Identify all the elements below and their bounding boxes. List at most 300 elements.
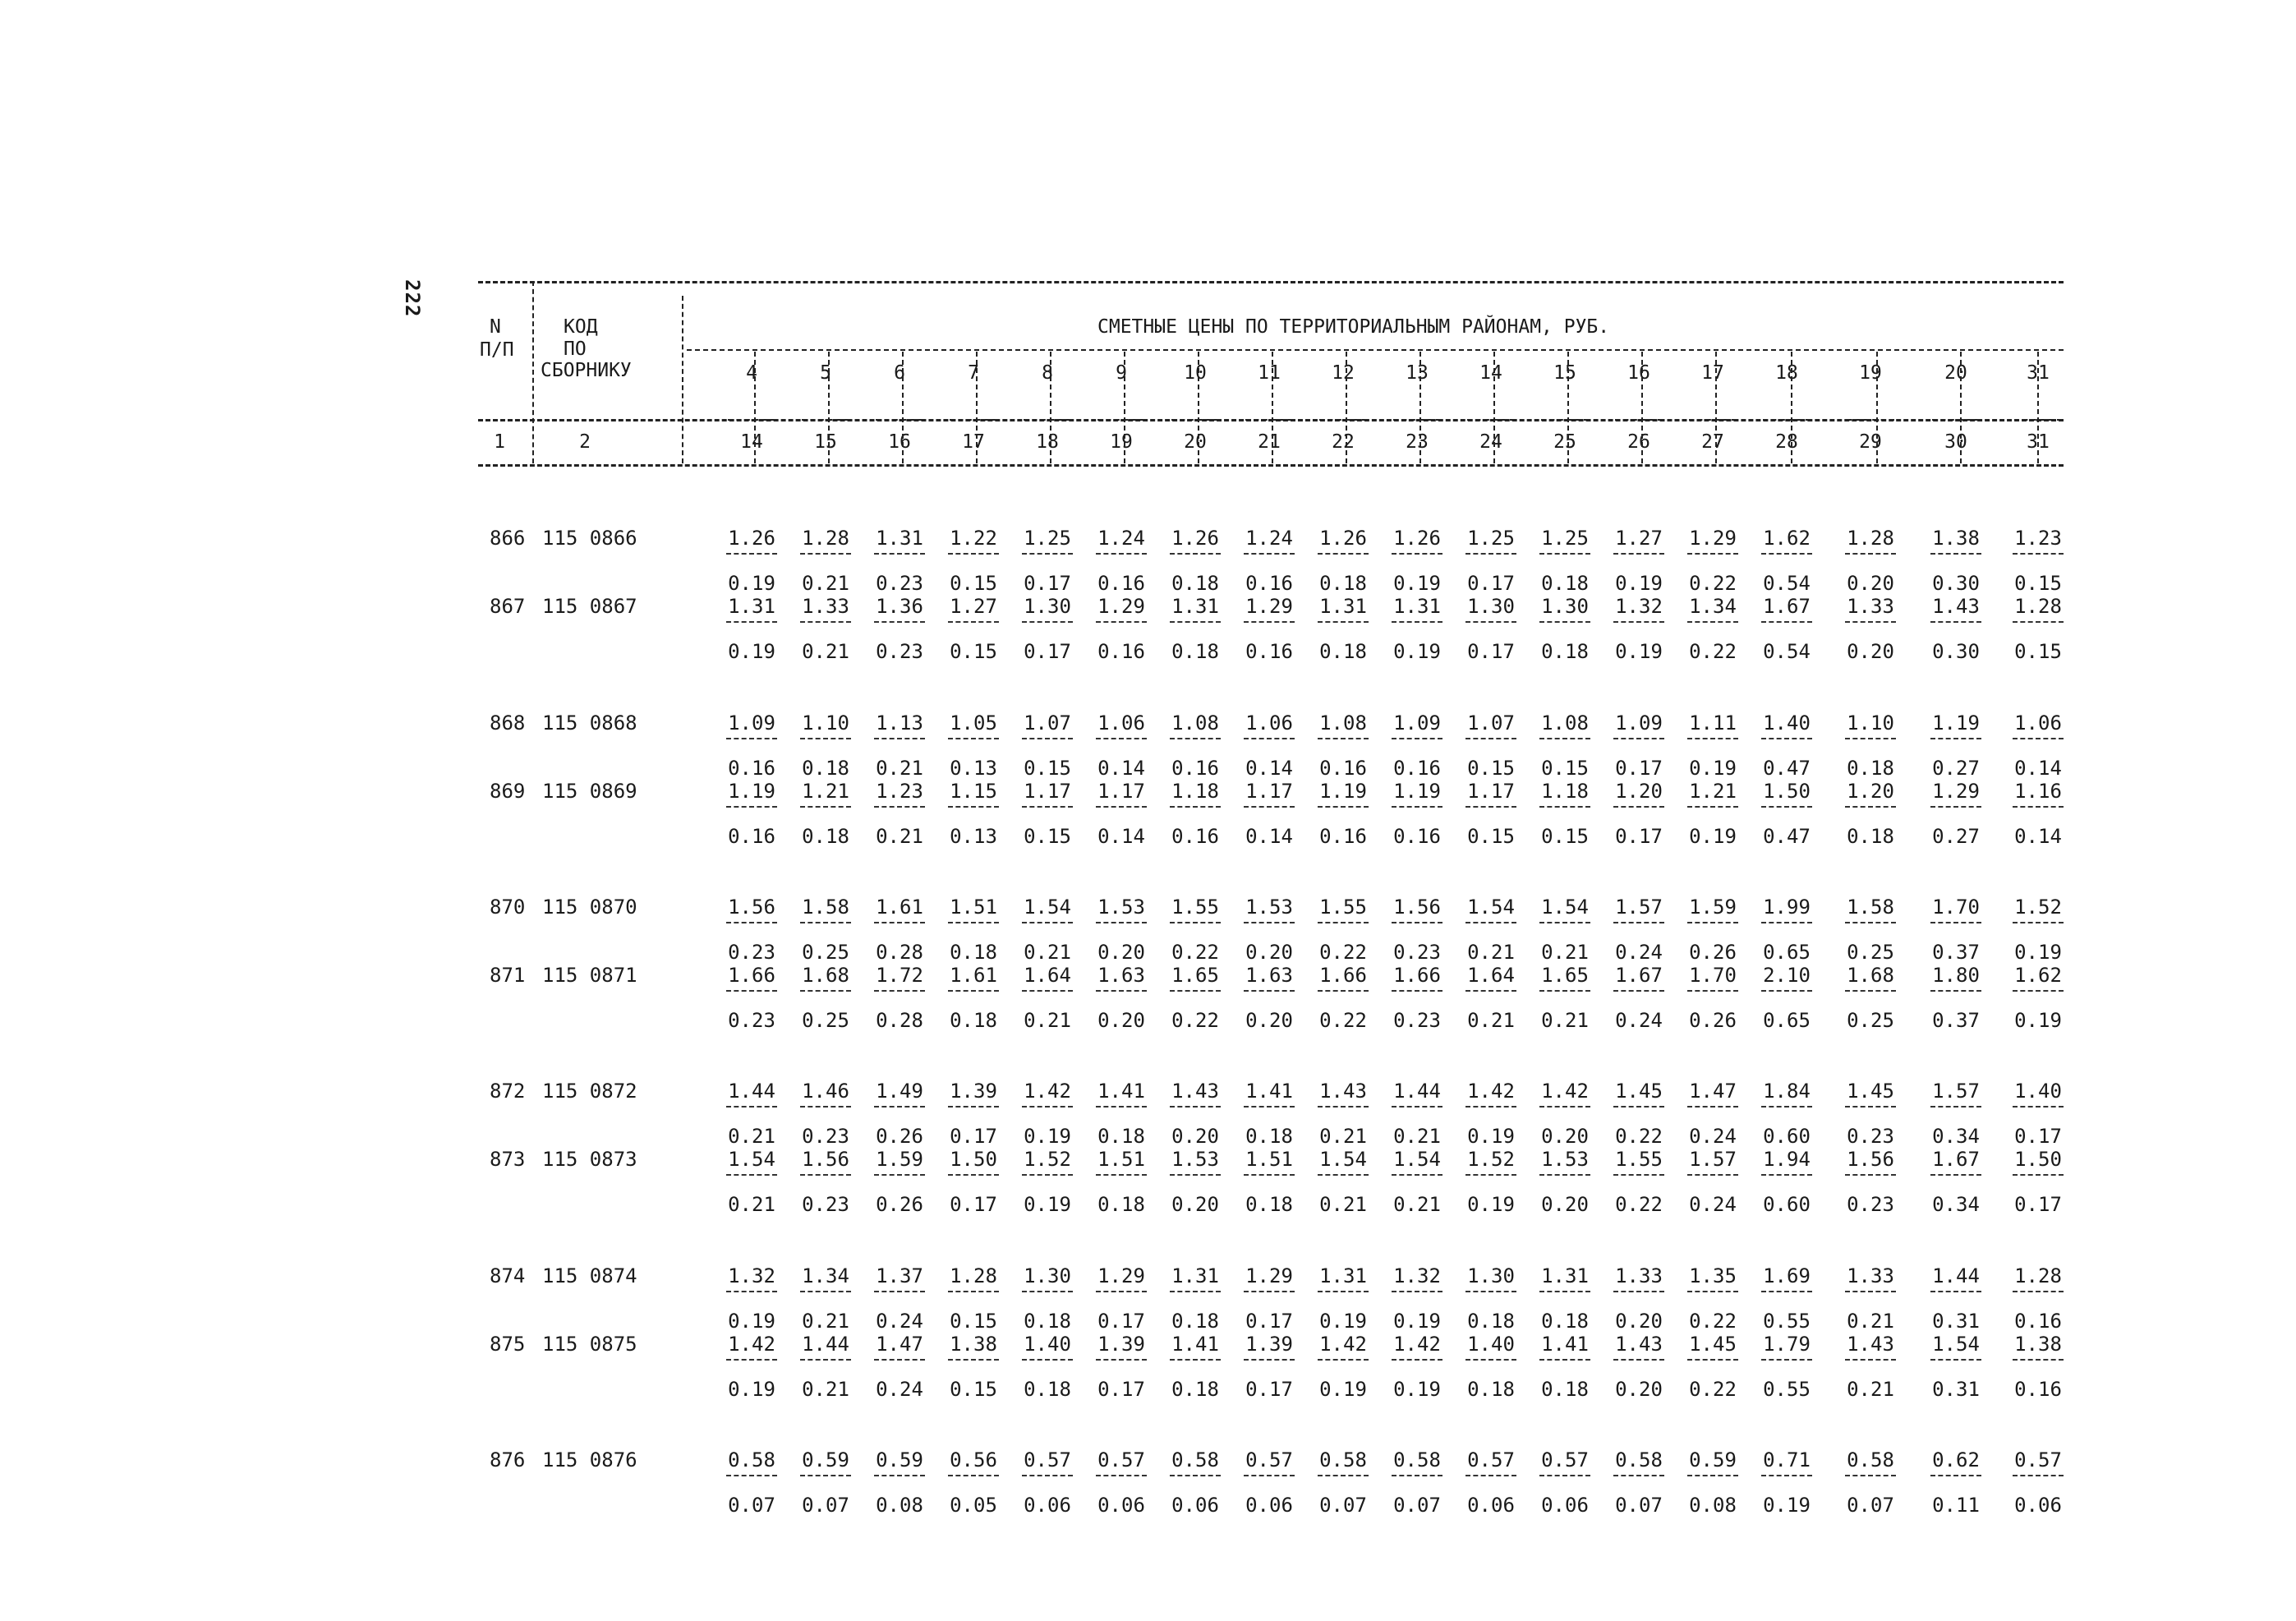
- price-cell: 1.61: [876, 896, 923, 919]
- price-cell: 1.51: [1097, 1148, 1145, 1171]
- fraction-line: [1761, 1291, 1812, 1292]
- fraction-line: [1761, 922, 1812, 923]
- price-cell: 1.39: [1097, 1333, 1145, 1356]
- price-cell: 0.57: [1541, 1448, 1589, 1471]
- fraction-line: [874, 1106, 925, 1108]
- price-cell: 0.37: [1932, 1009, 1980, 1032]
- fraction-line: [1096, 1359, 1147, 1361]
- fraction-line: [800, 1106, 851, 1108]
- fraction-line: [1539, 1106, 1590, 1108]
- fraction-line: [1170, 553, 1221, 555]
- fraction-line: [2013, 1174, 2064, 1176]
- price-cell: 1.94: [1763, 1148, 1811, 1171]
- fraction-line: [726, 553, 777, 555]
- fraction-line: [874, 1291, 925, 1292]
- column-number: 14: [740, 431, 763, 453]
- row-code: 115 0869: [542, 780, 637, 803]
- fraction-line: [1687, 1475, 1738, 1476]
- price-cell: 1.28: [1847, 527, 1894, 550]
- district-underline: [1541, 419, 1589, 421]
- price-cell: 0.15: [2014, 640, 2062, 663]
- column-number: 26: [1627, 431, 1650, 453]
- fraction-line: [800, 922, 851, 923]
- price-cell: 0.17: [1245, 1310, 1293, 1333]
- fraction-line: [1318, 553, 1369, 555]
- fraction-line: [1539, 738, 1590, 739]
- price-cell: 1.54: [1393, 1148, 1441, 1171]
- price-cell: 0.06: [1024, 1494, 1071, 1517]
- fraction-line: [1613, 1475, 1664, 1476]
- fraction-line: [1392, 621, 1442, 623]
- fraction-line: [800, 806, 851, 808]
- header-district-separator: [1050, 352, 1051, 463]
- price-cell: 0.13: [950, 757, 997, 780]
- price-cell: 0.16: [1245, 572, 1293, 595]
- fraction-line: [2013, 621, 2064, 623]
- price-cell: 0.31: [1932, 1310, 1980, 1333]
- fraction-line: [874, 1174, 925, 1176]
- price-cell: 1.17: [1245, 780, 1293, 803]
- price-cell: 1.54: [1467, 896, 1515, 919]
- price-cell: 1.42: [1467, 1080, 1515, 1103]
- price-cell: 1.31: [1319, 595, 1367, 618]
- fraction-line: [1318, 1174, 1369, 1176]
- price-cell: 0.19: [728, 1310, 775, 1333]
- fraction-line: [1096, 1106, 1147, 1108]
- price-cell: 1.65: [1541, 964, 1589, 987]
- price-cell: 1.56: [1393, 896, 1441, 919]
- price-cell: 1.08: [1319, 711, 1367, 735]
- fraction-line: [1687, 1106, 1738, 1108]
- fraction-line: [1392, 990, 1442, 992]
- price-cell: 0.58: [1171, 1448, 1219, 1471]
- price-cell: 0.27: [1932, 825, 1980, 848]
- fraction-line: [2013, 922, 2064, 923]
- price-cell: 1.30: [1024, 595, 1071, 618]
- fraction-line: [1613, 1291, 1664, 1292]
- fraction-line: [1244, 922, 1295, 923]
- fraction-line: [1539, 990, 1590, 992]
- price-cell: 1.51: [1245, 1148, 1293, 1171]
- row-code: 115 0875: [542, 1333, 637, 1356]
- price-cell: 0.16: [1097, 572, 1145, 595]
- price-cell: 0.23: [876, 572, 923, 595]
- price-cell: 1.06: [1245, 711, 1293, 735]
- price-cell: 1.54: [1932, 1333, 1980, 1356]
- column-number: 24: [1479, 431, 1502, 453]
- column-number: 30: [1944, 431, 1967, 453]
- row-code: 115 0868: [542, 711, 637, 735]
- fraction-line: [1845, 1106, 1896, 1108]
- price-cell: 0.18: [1319, 640, 1367, 663]
- price-cell: 1.67: [1615, 964, 1663, 987]
- fraction-line: [948, 1475, 999, 1476]
- fraction-line: [1930, 1106, 1981, 1108]
- price-cell: 0.20: [1615, 1310, 1663, 1333]
- price-cell: 1.31: [1319, 1264, 1367, 1287]
- price-cell: 1.40: [1763, 711, 1811, 735]
- price-cell: 0.57: [1245, 1448, 1293, 1471]
- price-cell: 1.29: [1245, 1264, 1293, 1287]
- price-cell: 1.31: [1171, 595, 1219, 618]
- price-cell: 0.13: [950, 825, 997, 848]
- price-cell: 0.05: [950, 1494, 997, 1517]
- price-cell: 0.18: [1541, 572, 1589, 595]
- fraction-line: [1687, 990, 1738, 992]
- fraction-line: [726, 1291, 777, 1292]
- price-cell: 0.47: [1763, 757, 1811, 780]
- price-cell: 1.25: [1024, 527, 1071, 550]
- fraction-line: [1761, 1359, 1812, 1361]
- price-cell: 1.06: [1097, 711, 1145, 735]
- price-cell: 0.58: [1615, 1448, 1663, 1471]
- price-cell: 0.24: [1689, 1125, 1737, 1148]
- price-cell: 0.07: [1393, 1494, 1441, 1517]
- fraction-line: [726, 1475, 777, 1476]
- price-cell: 0.20: [1171, 1125, 1219, 1148]
- district-underline: [876, 419, 923, 421]
- price-cell: 1.66: [1319, 964, 1367, 987]
- row-code: 115 0870: [542, 896, 637, 919]
- price-cell: 0.06: [1171, 1494, 1219, 1517]
- fraction-line: [1930, 738, 1981, 739]
- price-cell: 1.44: [728, 1080, 775, 1103]
- price-cell: 1.26: [1393, 527, 1441, 550]
- fraction-line: [2013, 1106, 2064, 1108]
- district-number: 5: [820, 362, 831, 384]
- price-cell: 0.18: [1467, 1378, 1515, 1401]
- price-cell: 0.18: [1541, 640, 1589, 663]
- price-cell: 1.42: [1393, 1333, 1441, 1356]
- price-cell: 0.24: [1615, 941, 1663, 964]
- fraction-line: [2013, 738, 2064, 739]
- price-cell: 0.23: [1847, 1125, 1894, 1148]
- district-underline: [1245, 419, 1293, 421]
- price-cell: 1.59: [1689, 896, 1737, 919]
- price-cell: 0.58: [1393, 1448, 1441, 1471]
- header-district-separator: [1124, 352, 1125, 463]
- price-cell: 1.33: [802, 595, 849, 618]
- fraction-line: [1930, 621, 1981, 623]
- price-cell: 1.09: [1615, 711, 1663, 735]
- district-number: 9: [1116, 362, 1127, 384]
- fraction-line: [1613, 922, 1664, 923]
- fraction-line: [1096, 621, 1147, 623]
- price-cell: 0.07: [728, 1494, 775, 1517]
- fraction-line: [1845, 806, 1896, 808]
- price-cell: 1.13: [876, 711, 923, 735]
- price-cell: 0.22: [1171, 941, 1219, 964]
- fraction-line: [1022, 1106, 1073, 1108]
- price-cell: 1.29: [1932, 780, 1980, 803]
- fraction-line: [1761, 1475, 1812, 1476]
- price-cell: 1.17: [1097, 780, 1145, 803]
- row-code: 115 0866: [542, 527, 637, 550]
- price-cell: 1.43: [1615, 1333, 1663, 1356]
- price-cell: 1.09: [1393, 711, 1441, 735]
- price-cell: 0.15: [1541, 757, 1589, 780]
- price-cell: 0.15: [950, 572, 997, 595]
- price-cell: 0.20: [1847, 640, 1894, 663]
- price-cell: 0.16: [1393, 757, 1441, 780]
- price-cell: 1.79: [1763, 1333, 1811, 1356]
- price-cell: 0.14: [1097, 825, 1145, 848]
- fraction-line: [1761, 738, 1812, 739]
- price-cell: 0.47: [1763, 825, 1811, 848]
- district-underline: [1689, 419, 1737, 421]
- price-cell: 0.54: [1763, 640, 1811, 663]
- header-district-separator: [1715, 352, 1717, 463]
- price-cell: 0.20: [1171, 1193, 1219, 1216]
- price-cell: 0.21: [1467, 941, 1515, 964]
- price-cell: 0.06: [1541, 1494, 1589, 1517]
- header-district-separator: [1791, 352, 1792, 463]
- fraction-line: [1170, 738, 1221, 739]
- price-cell: 0.19: [1467, 1193, 1515, 1216]
- price-cell: 1.32: [728, 1264, 775, 1287]
- price-cell: 1.37: [876, 1264, 923, 1287]
- price-cell: 0.31: [1932, 1378, 1980, 1401]
- fraction-line: [1096, 1174, 1147, 1176]
- fraction-line: [1096, 553, 1147, 555]
- fraction-line: [1539, 922, 1590, 923]
- price-cell: 0.28: [876, 1009, 923, 1032]
- price-cell: 0.57: [2014, 1448, 2062, 1471]
- price-cell: 0.16: [1097, 640, 1145, 663]
- header-district-separator: [1272, 352, 1273, 463]
- price-cell: 0.18: [1467, 1310, 1515, 1333]
- price-cell: 0.24: [1689, 1193, 1737, 1216]
- column-number: 18: [1036, 431, 1059, 453]
- header-col1-line2: П/П: [480, 339, 514, 361]
- price-cell: 1.55: [1615, 1148, 1663, 1171]
- fraction-line: [1465, 1475, 1516, 1476]
- price-cell: 1.26: [1319, 527, 1367, 550]
- price-cell: 1.62: [1763, 527, 1811, 550]
- column-number: 16: [888, 431, 911, 453]
- price-cell: 1.38: [950, 1333, 997, 1356]
- price-cell: 0.11: [1932, 1494, 1980, 1517]
- price-cell: 1.52: [2014, 896, 2062, 919]
- price-cell: 1.07: [1467, 711, 1515, 735]
- price-cell: 0.16: [728, 757, 775, 780]
- price-cell: 0.06: [1245, 1494, 1293, 1517]
- fraction-line: [1930, 1174, 1981, 1176]
- price-cell: 1.66: [728, 964, 775, 987]
- price-cell: 0.34: [1932, 1125, 1980, 1148]
- district-number: 12: [1332, 362, 1355, 384]
- price-cell: 0.21: [1847, 1378, 1894, 1401]
- fraction-line: [1170, 621, 1221, 623]
- price-cell: 0.20: [1541, 1193, 1589, 1216]
- price-cell: 1.19: [1319, 780, 1367, 803]
- fraction-line: [1761, 806, 1812, 808]
- fraction-line: [726, 806, 777, 808]
- fraction-line: [1465, 922, 1516, 923]
- price-cell: 0.21: [876, 825, 923, 848]
- price-cell: 1.62: [2014, 964, 2062, 987]
- price-cell: 0.22: [1689, 1378, 1737, 1401]
- price-cell: 1.29: [1097, 595, 1145, 618]
- price-cell: 0.17: [1467, 640, 1515, 663]
- fraction-line: [1244, 1106, 1295, 1108]
- price-cell: 0.23: [728, 1009, 775, 1032]
- price-cell: 0.14: [2014, 825, 2062, 848]
- header-district-separator: [1567, 352, 1569, 463]
- price-cell: 0.20: [1541, 1125, 1589, 1148]
- fraction-line: [1170, 1291, 1221, 1292]
- fraction-line: [1392, 806, 1442, 808]
- price-cell: 0.06: [1467, 1494, 1515, 1517]
- price-cell: 1.56: [728, 896, 775, 919]
- fraction-line: [1687, 621, 1738, 623]
- price-cell: 1.20: [1847, 780, 1894, 803]
- price-cell: 0.21: [1319, 1125, 1367, 1148]
- price-cell: 0.59: [1689, 1448, 1737, 1471]
- fraction-line: [1761, 990, 1812, 992]
- price-cell: 1.55: [1171, 896, 1219, 919]
- fraction-line: [800, 1475, 851, 1476]
- price-cell: 0.18: [802, 757, 849, 780]
- fraction-line: [1170, 1475, 1221, 1476]
- price-cell: 0.18: [1097, 1193, 1145, 1216]
- fraction-line: [1761, 553, 1812, 555]
- row-number: 871: [490, 964, 526, 987]
- fraction-line: [1318, 1291, 1369, 1292]
- fraction-line: [1845, 621, 1896, 623]
- price-cell: 1.47: [1689, 1080, 1737, 1103]
- district-underline: [1763, 419, 1811, 421]
- fraction-line: [874, 621, 925, 623]
- price-cell: 0.19: [1393, 572, 1441, 595]
- fraction-line: [874, 806, 925, 808]
- price-cell: 1.18: [1171, 780, 1219, 803]
- row-code: 115 0876: [542, 1448, 637, 1471]
- fraction-line: [874, 922, 925, 923]
- price-cell: 0.21: [1024, 1009, 1071, 1032]
- district-number: 4: [746, 362, 757, 384]
- fraction-line: [1687, 1359, 1738, 1361]
- price-cell: 1.31: [1541, 1264, 1589, 1287]
- price-cell: 0.20: [1615, 1378, 1663, 1401]
- fraction-line: [800, 1291, 851, 1292]
- price-cell: 1.38: [2014, 1333, 2062, 1356]
- fraction-line: [1392, 1174, 1442, 1176]
- price-cell: 0.26: [1689, 1009, 1737, 1032]
- price-cell: 1.06: [2014, 711, 2062, 735]
- price-cell: 0.21: [1467, 1009, 1515, 1032]
- price-cell: 0.55: [1763, 1378, 1811, 1401]
- column-number: 21: [1258, 431, 1281, 453]
- price-cell: 0.22: [1689, 572, 1737, 595]
- price-cell: 1.26: [728, 527, 775, 550]
- price-cell: 0.18: [1097, 1125, 1145, 1148]
- price-cell: 0.18: [1319, 572, 1367, 595]
- price-cell: 0.21: [1541, 1009, 1589, 1032]
- fraction-line: [1170, 1359, 1221, 1361]
- row-code: 115 0871: [542, 964, 637, 987]
- district-number: 16: [1627, 362, 1650, 384]
- price-cell: 1.29: [1097, 1264, 1145, 1287]
- fraction-line: [1845, 738, 1896, 739]
- fraction-line: [948, 990, 999, 992]
- header-title: СМЕТНЫЕ ЦЕНЫ ПО ТЕРРИТОРИАЛЬНЫМ РАЙОНАМ, РУБ.: [1097, 316, 1610, 338]
- header-district-separator: [1346, 352, 1347, 463]
- price-cell: 0.06: [1097, 1494, 1145, 1517]
- price-cell: 0.16: [2014, 1378, 2062, 1401]
- fraction-line: [948, 621, 999, 623]
- price-cell: 0.19: [728, 640, 775, 663]
- price-cell: 0.14: [1097, 757, 1145, 780]
- fraction-line: [1392, 1359, 1442, 1361]
- price-cell: 1.26: [1171, 527, 1219, 550]
- price-cell: 0.14: [2014, 757, 2062, 780]
- price-cell: 1.23: [876, 780, 923, 803]
- fraction-line: [1318, 922, 1369, 923]
- price-cell: 0.16: [728, 825, 775, 848]
- fraction-line: [1613, 1106, 1664, 1108]
- price-cell: 0.59: [876, 1448, 923, 1471]
- page-number: 222: [401, 279, 424, 318]
- price-cell: 1.24: [1245, 527, 1293, 550]
- district-underline: [1024, 419, 1071, 421]
- price-cell: 1.27: [1615, 527, 1663, 550]
- price-cell: 0.57: [1467, 1448, 1515, 1471]
- price-cell: 1.45: [1847, 1080, 1894, 1103]
- price-cell: 0.18: [1171, 1378, 1219, 1401]
- header-district-separator: [976, 352, 978, 463]
- fraction-line: [1244, 990, 1295, 992]
- price-cell: 0.16: [1171, 757, 1219, 780]
- district-number: 7: [968, 362, 979, 384]
- price-cell: 1.25: [1541, 527, 1589, 550]
- header-col2-line3: СБОРНИКУ: [541, 360, 632, 381]
- price-cell: 0.57: [1097, 1448, 1145, 1471]
- price-cell: 0.17: [950, 1193, 997, 1216]
- fraction-line: [1761, 621, 1812, 623]
- price-cell: 1.36: [876, 595, 923, 618]
- price-cell: 0.58: [1847, 1448, 1894, 1471]
- fraction-line: [948, 738, 999, 739]
- price-cell: 1.58: [802, 896, 849, 919]
- fraction-line: [1022, 1359, 1073, 1361]
- price-cell: 1.30: [1467, 595, 1515, 618]
- district-number: 10: [1184, 362, 1207, 384]
- price-cell: 0.16: [1319, 757, 1367, 780]
- fraction-line: [1465, 806, 1516, 808]
- price-cell: 0.08: [1689, 1494, 1737, 1517]
- fraction-line: [1022, 1174, 1073, 1176]
- price-cell: 1.50: [950, 1148, 997, 1171]
- price-cell: 0.58: [1319, 1448, 1367, 1471]
- price-cell: 1.58: [1847, 896, 1894, 919]
- price-cell: 0.19: [1763, 1494, 1811, 1517]
- fraction-line: [2013, 1291, 2064, 1292]
- price-cell: 0.16: [1171, 825, 1219, 848]
- price-cell: 1.41: [1171, 1333, 1219, 1356]
- price-cell: 0.15: [1024, 825, 1071, 848]
- fraction-line: [948, 1174, 999, 1176]
- fraction-line: [1845, 553, 1896, 555]
- fraction-line: [1613, 553, 1664, 555]
- price-cell: 0.22: [1689, 1310, 1737, 1333]
- price-cell: 0.19: [1689, 825, 1737, 848]
- fraction-line: [1539, 553, 1590, 555]
- district-underline: [1615, 419, 1663, 421]
- price-cell: 0.18: [1024, 1310, 1071, 1333]
- price-cell: 1.21: [1689, 780, 1737, 803]
- fraction-line: [1465, 553, 1516, 555]
